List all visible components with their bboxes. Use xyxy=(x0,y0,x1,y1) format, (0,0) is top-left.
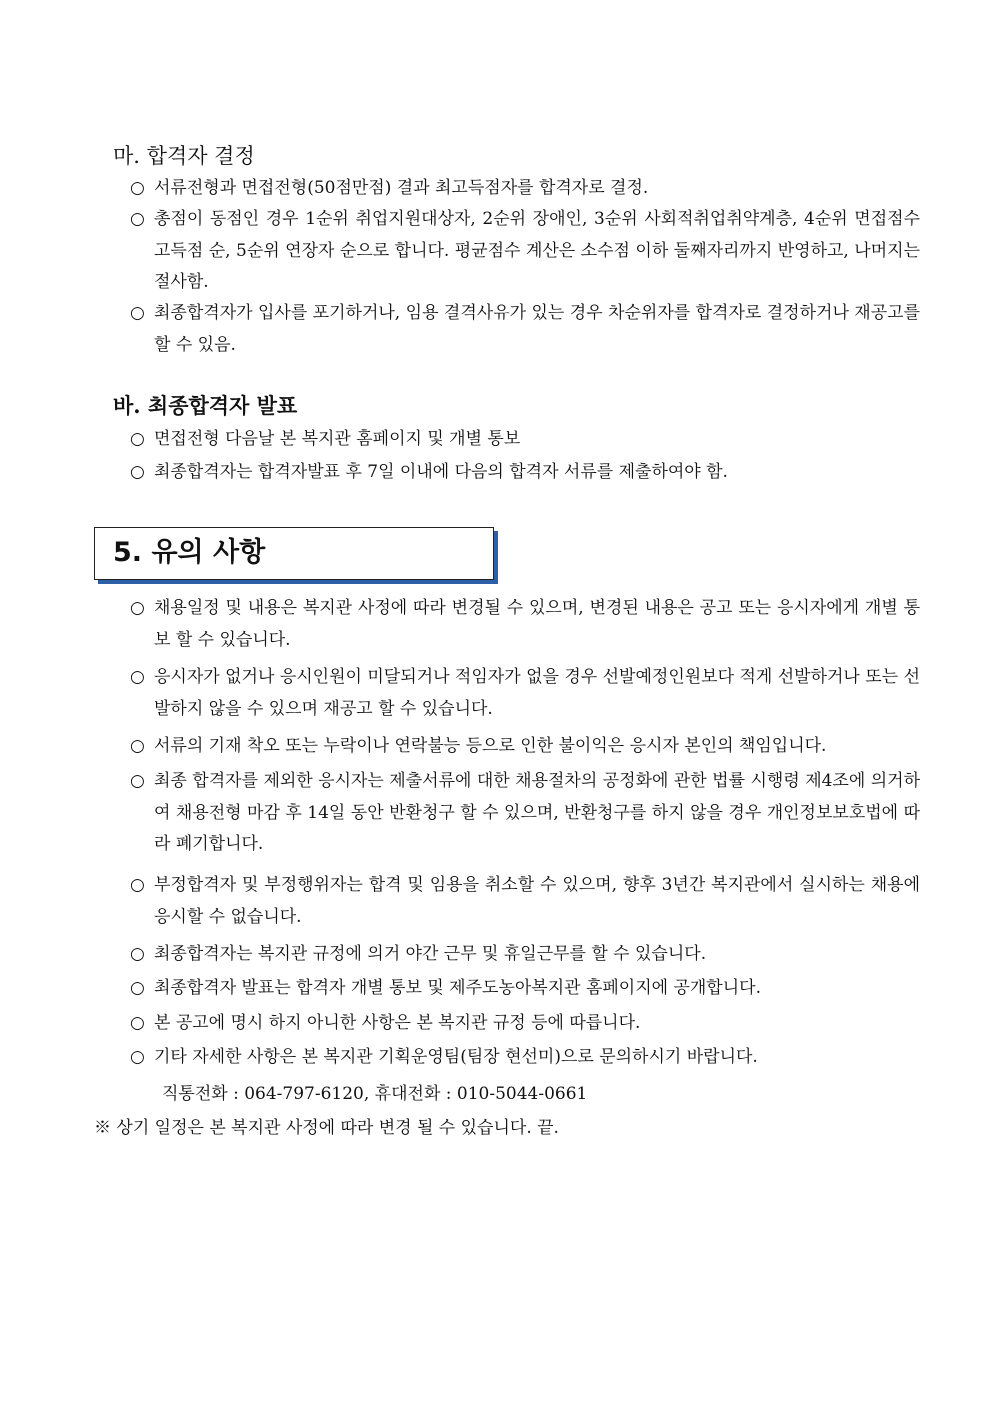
section-5-item-3 xyxy=(130,731,920,763)
item-text: 총점이 동점인 경우 1순위 취업지원대상자, 2순위 장애인, 3순위 사회적취업취약계층, 4순위 면접점수 고득점 순, 5순위 연장자 순으로 합니다. 평균점수 계산은 소수점 이하 둘째자리까지 반영하고, 나머지는 절사함. xyxy=(154,209,920,292)
circle-bullet-icon: ○ xyxy=(130,598,145,618)
item-text: 최종합격자 발표는 합격자 개별 통보 및 제주도농아복지관 홈페이지에 공개합니다. xyxy=(154,978,761,998)
section-5-item-1 xyxy=(130,593,920,656)
section-ma-item-2 xyxy=(130,204,920,299)
item-text: 서류의 기재 착오 또는 누락이나 연락불능 등으로 인한 불이익은 응시자 본인의 책임입니다. xyxy=(154,736,827,756)
item-text: 면접전형 다음날 본 복지관 홈페이지 및 개별 통보 xyxy=(154,429,521,449)
item-text: 채용일정 및 내용은 복지관 사정에 따라 변경될 수 있으며, 변경된 내용은 공고 또는 응시자에게 개별 통보 할 수 있습니다. xyxy=(154,598,920,650)
section-ba-heading: 바. 최종합격자 발표 xyxy=(113,393,298,418)
section-ma-item-1 xyxy=(130,173,920,205)
section-5-item-6 xyxy=(130,939,920,971)
item-text: 부정합격자 및 부정행위자는 합격 및 임용을 취소할 수 있으며, 향후 3년간 복지관에서 실시하는 채용에 응시할 수 없습니다. xyxy=(154,875,920,927)
section-5-item-2 xyxy=(130,662,920,725)
item-text: 최종 합격자를 제외한 응시자는 제출서류에 대한 채용절차의 공정화에 관한 법률 시행령 제4조에 의거하여 채용전형 마감 후 14일 동안 반환청구 할 수 있으며, 반환청구를 하지 않을 경우 개인정보보호법에 따라 폐기합니다. xyxy=(154,771,920,854)
section-5-item-8 xyxy=(130,1008,920,1040)
circle-bullet-icon: ○ xyxy=(130,771,145,791)
section-5-item-7 xyxy=(130,973,920,1005)
circle-bullet-icon: ○ xyxy=(130,429,145,449)
item-text: 서류전형과 면접전형(50점만점) 결과 최고득점자를 합격자로 결정. xyxy=(154,178,649,198)
section-5-item-4 xyxy=(130,766,920,861)
item-text: 최종합격자는 복지관 규정에 의거 야간 근무 및 휴일근무를 할 수 있습니다. xyxy=(154,944,707,964)
circle-bullet-icon: ○ xyxy=(130,178,145,198)
circle-bullet-icon: ○ xyxy=(130,1047,145,1067)
circle-bullet-icon: ○ xyxy=(130,209,145,229)
circle-bullet-icon: ○ xyxy=(130,1013,145,1033)
circle-bullet-icon: ○ xyxy=(130,944,145,964)
item-text: 기타 자세한 사항은 본 복지관 기획운영팀(팀장 현선미)으로 문의하시기 바랍니다. xyxy=(154,1047,758,1067)
section-5-item-9 xyxy=(130,1042,920,1074)
circle-bullet-icon: ○ xyxy=(130,303,145,323)
item-text: 본 공고에 명시 하지 아니한 사항은 본 복지관 규정 등에 따릅니다. xyxy=(154,1013,641,1033)
circle-bullet-icon: ○ xyxy=(130,875,145,895)
item-text: 최종합격자가 입사를 포기하거나, 임용 결격사유가 있는 경우 차순위자를 합격자로 결정하거나 재공고를 할 수 있음. xyxy=(154,303,920,355)
section-5-title: 5. 유의 사항 xyxy=(113,537,266,568)
section-5-item-5 xyxy=(130,870,920,933)
circle-bullet-icon: ○ xyxy=(130,462,145,482)
footer-note: ※ 상기 일정은 본 복지관 사정에 따라 변경 될 수 있습니다. 끝. xyxy=(94,1118,559,1138)
item-text: 최종합격자는 합격자발표 후 7일 이내에 다음의 합격자 서류를 제출하여야 함. xyxy=(154,462,728,482)
item-text: 응시자가 없거나 응시인원이 미달되거나 적임자가 없을 경우 선발예정인원보다 적게 선발하거나 또는 선발하지 않을 수 있으며 재공고 할 수 있습니다. xyxy=(154,667,920,719)
section-ma-item-3 xyxy=(130,298,920,361)
section-ma-heading: 마. 합격자 결정 xyxy=(113,144,255,168)
section-ba-item-2 xyxy=(130,457,920,489)
circle-bullet-icon: ○ xyxy=(130,736,145,756)
section-5-title-box xyxy=(94,527,494,580)
circle-bullet-icon: ○ xyxy=(130,978,145,998)
contact-line: 직통전화 : 064-797-6120, 휴대전화 : 010-5044-0661 xyxy=(162,1084,588,1104)
section-ba-item-1 xyxy=(130,424,920,456)
circle-bullet-icon: ○ xyxy=(130,667,145,687)
